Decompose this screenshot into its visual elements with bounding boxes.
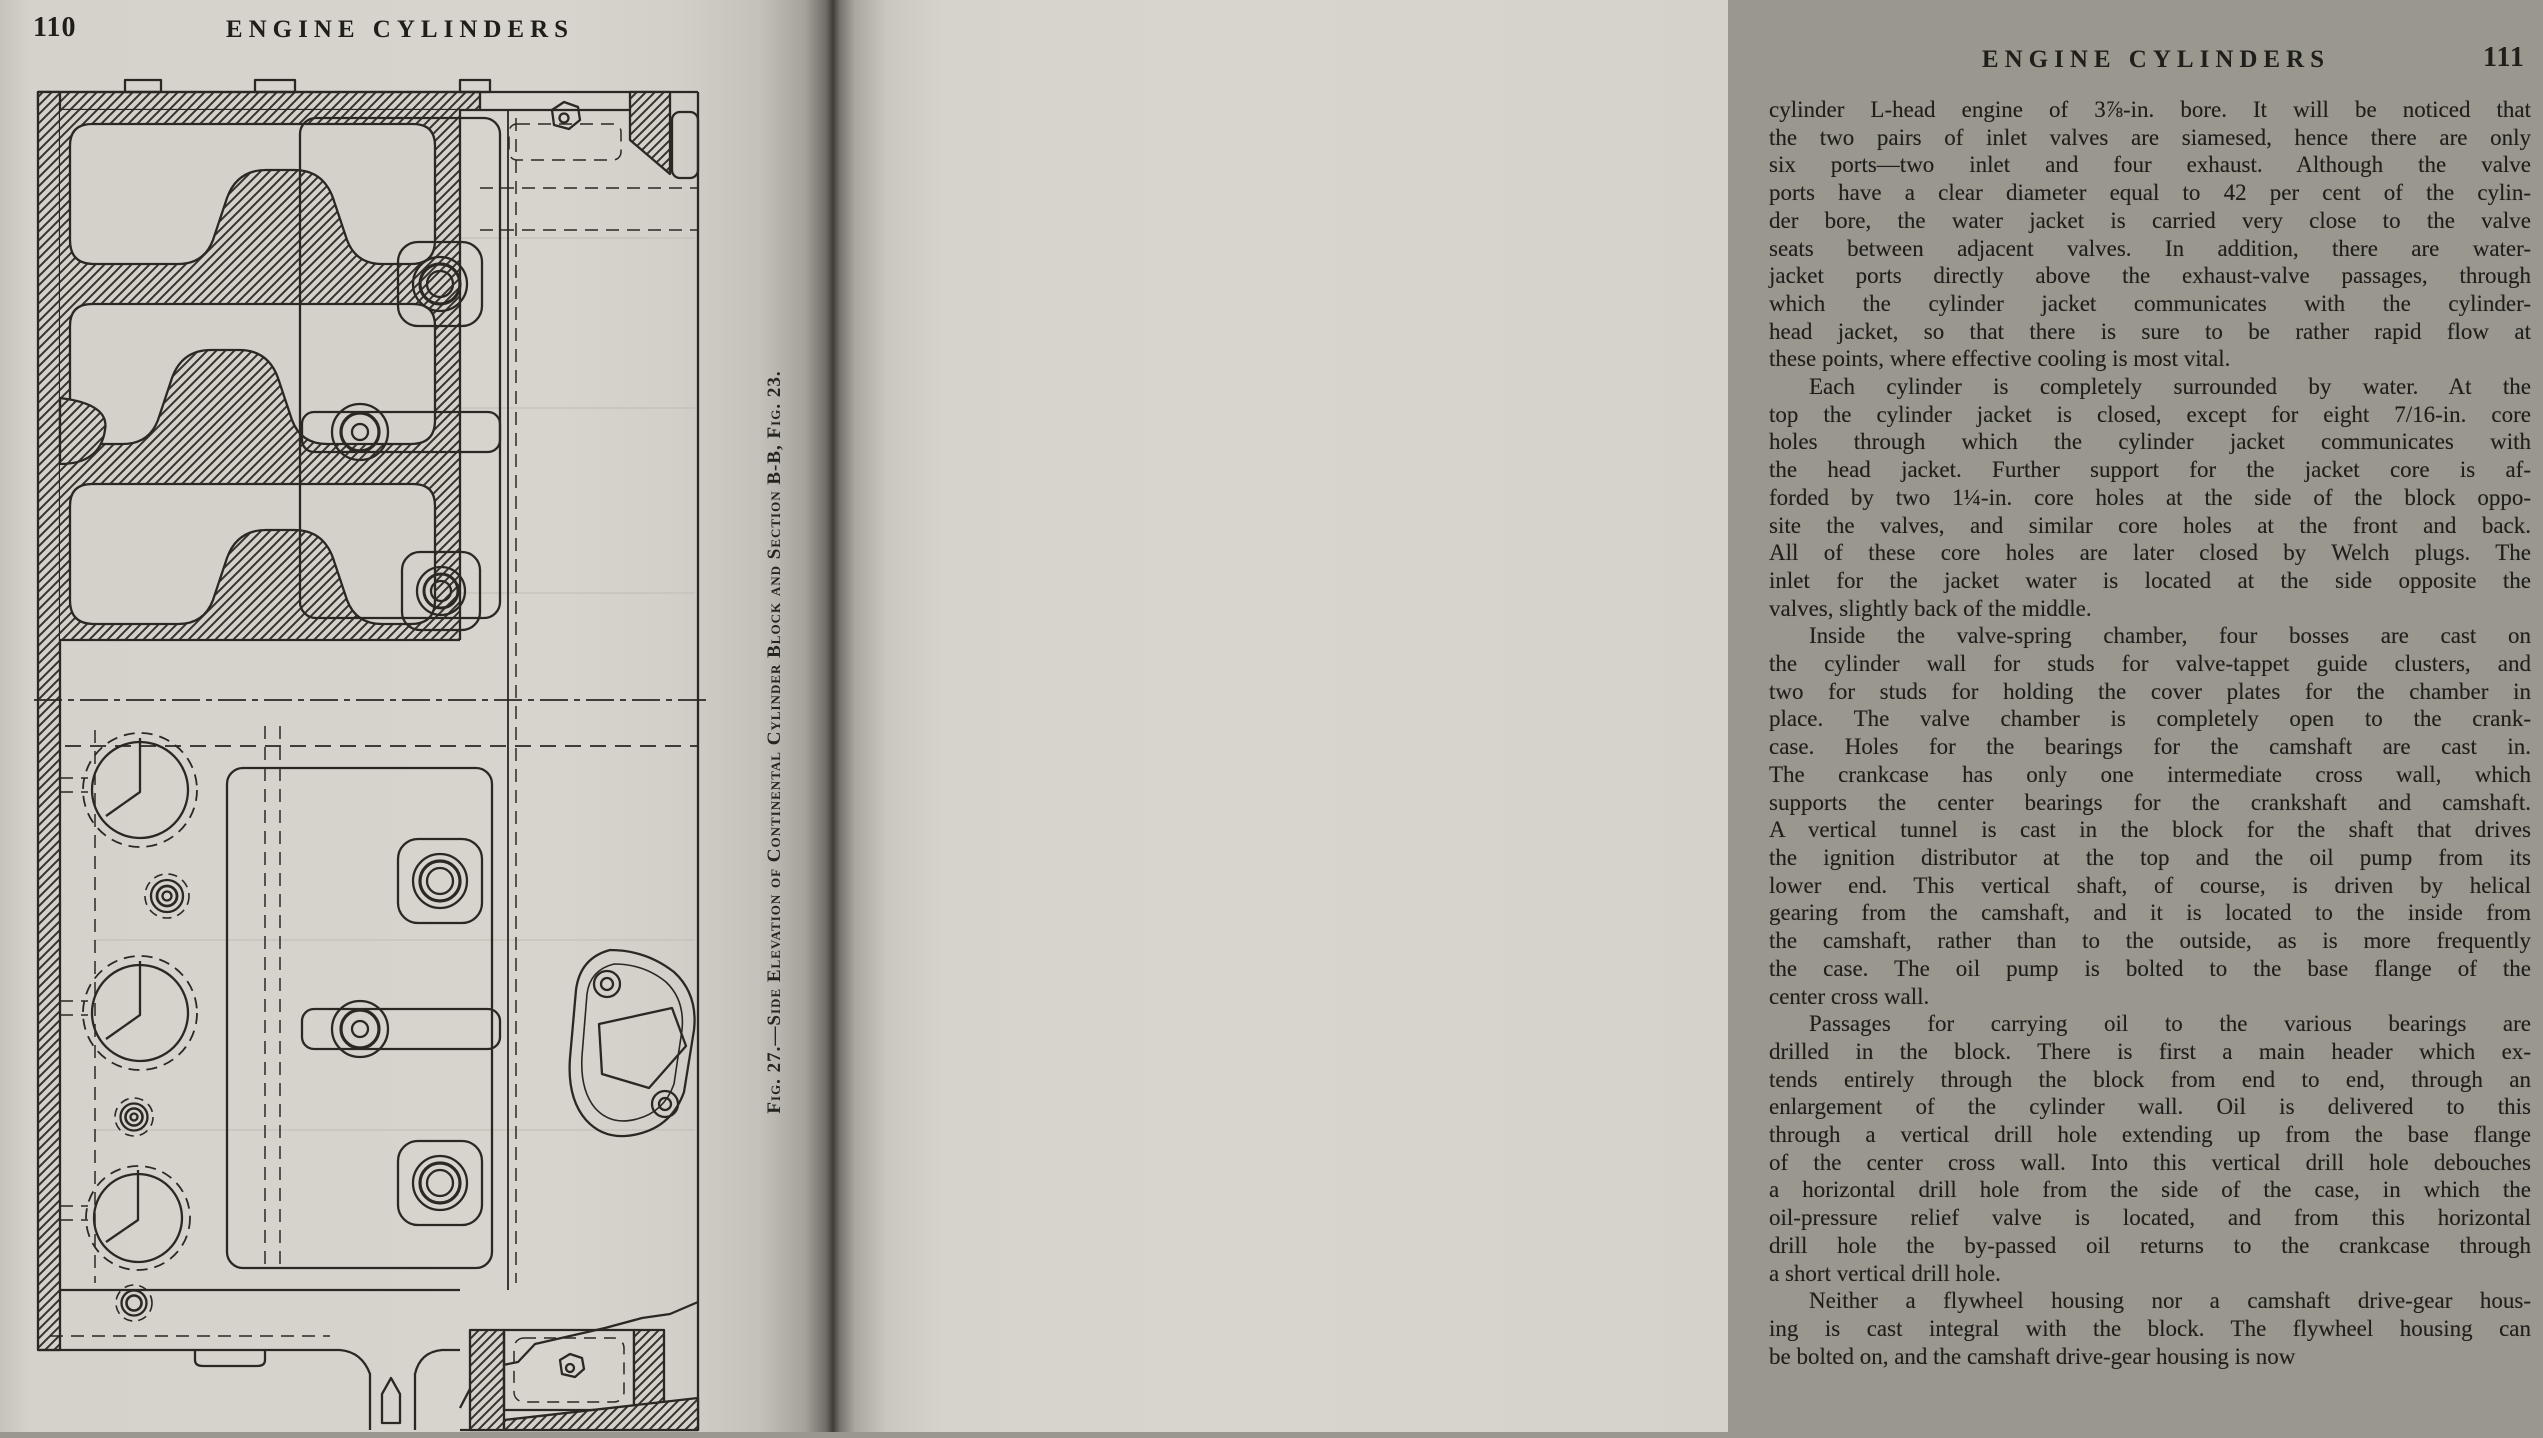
text-column [1769,96,2531,1370]
left-wall-hatched-band [38,92,60,1350]
stud-boss-rings [115,874,189,1321]
right-running-head: ENGINE CYLINDERS [1981,46,2331,73]
text-line: the camshaft, rather than to the outside, as is more frequently [1769,928,2531,954]
text-line: ing is cast integral with the block. The flywheel housing can [1769,1315,2531,1341]
text-line: Passages for carrying oil to the various bearings are [1809,1011,2531,1037]
text-line: All of these core holes are later closed by Welch plugs. The [1769,540,2531,566]
text-line: holes through which the cylinder jacket communicates with [1769,429,2531,455]
text-line: Each cylinder is completely surrounded by water. At the [1809,374,2531,400]
text-line: center cross wall. [1769,983,1930,1009]
text-line: site the valves, and similar core holes at the front and back. [1769,512,2531,538]
right-page [833,0,2531,1432]
text-line: valves, slightly back of the middle. [1769,595,2092,621]
right-page-number: 111 [2483,42,2525,73]
text-line: the two pairs of inlet valves are siamesed, hence there are only [1769,124,2531,150]
cylinder-bore-circles [83,733,197,1270]
text-line: the case. The oil pump is bolted to the base flange of the [1769,955,2531,981]
text-line: inlet for the jacket water is located at the side opposite the [1769,567,2531,593]
paragraph [1769,96,2531,373]
text-line: be bolted on, and the camshaft drive-gear housing is now [1769,1343,2296,1369]
text-line: drill hole the by-passed oil returns to the crankcase through [1769,1232,2531,1258]
text-line: a horizontal drill hole from the side of the case, in which the [1769,1177,2531,1203]
text-line: forded by two 1¼-in. core holes at the side of the block oppo- [1769,484,2531,510]
paragraph [1769,1287,2531,1370]
text-line: the cylinder wall for studs for valve-tappet guide clusters, and [1769,651,2531,677]
left-running-head: ENGINE CYLINDERS [225,16,575,43]
text-line: tends entirely through the block from end to end, through an [1769,1066,2531,1092]
text-line: supports the center bearings for the crankshaft and camshaft. [1769,789,2531,815]
text-line: the ignition distributor at the top and the oil pump from its [1769,844,2531,870]
text-line: top the cylinder jacket is closed, except for eight 7/16-in. core [1769,401,2531,427]
paragraph [1769,622,2531,1010]
text-line: gearing from the camshaft, and it is located to the inside from [1769,900,2531,926]
base-flange [38,1290,460,1430]
text-line: ports have a clear diameter equal to 42 per cent of the cylin- [1769,180,2531,206]
text-line: A vertical tunnel is cast in the block for the shaft that drives [1769,817,2531,843]
figure-caption: Fig. 27.—Side Elevation of Continental Cylinder Block and Section B-B, Fig. 23. [764,370,785,1114]
text-line: oil-pressure relief valve is located, and from this horizontal [1769,1205,2531,1231]
text-line: head jacket, so that there is sure to be rather rapid flow at [1769,318,2531,344]
figure-27-drawing [30,78,710,1438]
left-page [0,0,833,1432]
text-line: seats between adjacent valves. In addition, there are water- [1769,235,2531,261]
text-line: enlargement of the cylinder wall. Oil is delivered to this [1769,1094,2531,1120]
text-line: place. The valve chamber is completely open to the crank- [1769,706,2531,732]
top-right-plug [552,102,580,129]
water-jacket-section [60,110,460,640]
text-line: two for studs for holding the cover plates for the chamber in [1769,678,2531,704]
text-line: The crankcase has only one intermediate cross wall, which [1769,761,2531,787]
water-outlet-flange [570,950,695,1136]
text-line: drilled in the block. There is first a main header which ex- [1769,1038,2531,1064]
text-line: der bore, the water jacket is carried very close to the valve [1769,207,2531,233]
text-line: a short vertical drill hole. [1769,1260,2001,1286]
text-line: jacket ports directly above the exhaust-valve passages, through [1769,263,2531,289]
text-line: lower end. This vertical shaft, of course, is driven by helical [1769,872,2531,898]
text-line: through a vertical drill hole extending up from the base flange [1769,1122,2531,1148]
text-line: six ports—two inlet and four exhaust. Although the valve [1769,152,2531,178]
flywheel-end-broken-away [460,92,698,1430]
text-line: the head jacket. Further support for the jacket core is af- [1769,457,2531,483]
text-line: case. Holes for the bearings for the camshaft are cast in. [1769,734,2531,760]
centerlines [34,700,706,746]
text-line: Neither a flywheel housing nor a camshaft drive-gear hous- [1809,1288,2531,1314]
paragraph [1769,373,2531,622]
paragraph [1769,1010,2531,1287]
text-line: Inside the valve-spring chamber, four bosses are cast on [1809,623,2531,649]
text-line: which the cylinder jacket communicates with the cylinder- [1769,290,2531,316]
left-page-number: 110 [33,12,77,43]
text-line: of the center cross wall. Into this vertical drill hole debouches [1769,1149,2531,1175]
text-line: these points, where effective cooling is most vital. [1769,346,2231,372]
text-line: cylinder L-head engine of 3⅞-in. bore. It will be noticed that [1769,97,2531,122]
